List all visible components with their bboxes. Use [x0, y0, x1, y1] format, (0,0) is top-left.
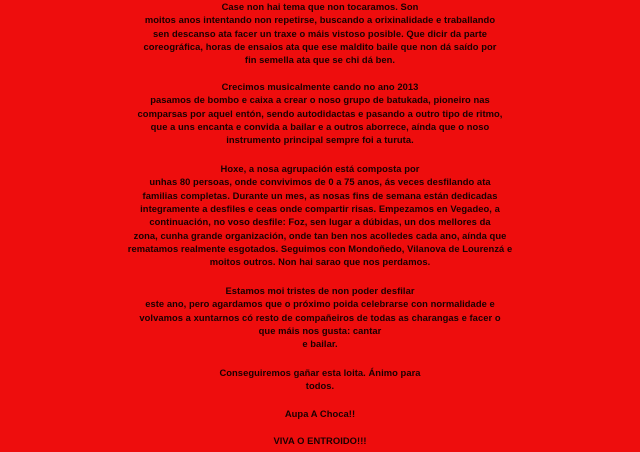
text-line: todos. [305, 380, 335, 392]
text-line: este ano, pero agardamos que o próximo poida celebrarse con normalidade e [145, 298, 495, 310]
text-line: fin semella ata que se chi dá ben. [244, 54, 396, 66]
text-line: Aupa A Choca!! [284, 408, 356, 419]
text-line: comparsas por aquel entón, sendo autodidactas e pasando a outro tipo de ritmo, [137, 107, 503, 119]
paragraph-this-year [0, 284, 640, 351]
text-line: volvamos a xuntarnos có resto de compañeiros de todas as charangas e facer o [139, 311, 501, 323]
text-line: pasamos de bombo e caixa a crear o noso grupo de batukada, pioneiro nas [150, 94, 490, 106]
paragraph-history [0, 0, 640, 67]
text-line: unhas 80 persoas, onde convivimos de 0 a 75 anos, ás veces desfilando ata [149, 176, 491, 188]
text-line: integramente a desfiles e ceas onde compartir risas. Empezamos en Vegadeo, a [140, 203, 500, 215]
text-line: VIVA O ENTROIDO!!! [273, 435, 367, 446]
text-line: familias completas. Durante un mes, as nosas fins de semana están dedicadas [142, 189, 498, 201]
text-line: Conseguiremos gañar esta loita. Ánimo para [219, 367, 421, 378]
text-line: que máis nos gusta: cantar [258, 325, 382, 337]
text-line: Hoxe, a nosa agrupación está composta por [220, 163, 420, 174]
text-line: coreográfica, horas de ensaios ata que ese maldito baile que non dá saído por [143, 41, 497, 53]
text-line: rematamos realmente esgotados. Seguimos con Mondoñedo, Vilanova de Lourenzá e [127, 243, 513, 255]
paragraph-viva [0, 434, 640, 447]
text-line: e bailar. [302, 338, 338, 350]
text-line: Estamos moi tristes de non poder desfilar [225, 285, 415, 296]
text-line: continuación, no voso desfile: Foz, sen lugar a dúbidas, un dos mellores da [149, 216, 491, 228]
paragraph-encouragement [0, 366, 640, 393]
paragraph-aupa [0, 407, 640, 420]
text-line: sen descanso ata facer un traxe o máis vistoso posible. Que dicir da parte [152, 27, 488, 39]
paragraph-music [0, 80, 640, 147]
text-line: moitos outros. Non hai sarao que nos perdamos. [209, 256, 431, 268]
text-line: Case non hai tema que non tocaramos. Son [221, 1, 419, 12]
text-line: Crecimos musicalmente cando no ano 2013 [221, 81, 419, 92]
text-line: que a uns encanta e convida a bailar e a outros aborrece, aínda que o noso [150, 121, 490, 133]
paragraph-group [0, 162, 640, 269]
text-line: zona, cunha grande organización, onde tan ben nos acolledes cada ano, aínda que [133, 229, 507, 241]
text-line: instrumento principal sempre foi a turuta. [226, 134, 414, 146]
text-line: moitos anos intentando non repetirse, buscando a orixinalidade e traballando [144, 14, 496, 26]
